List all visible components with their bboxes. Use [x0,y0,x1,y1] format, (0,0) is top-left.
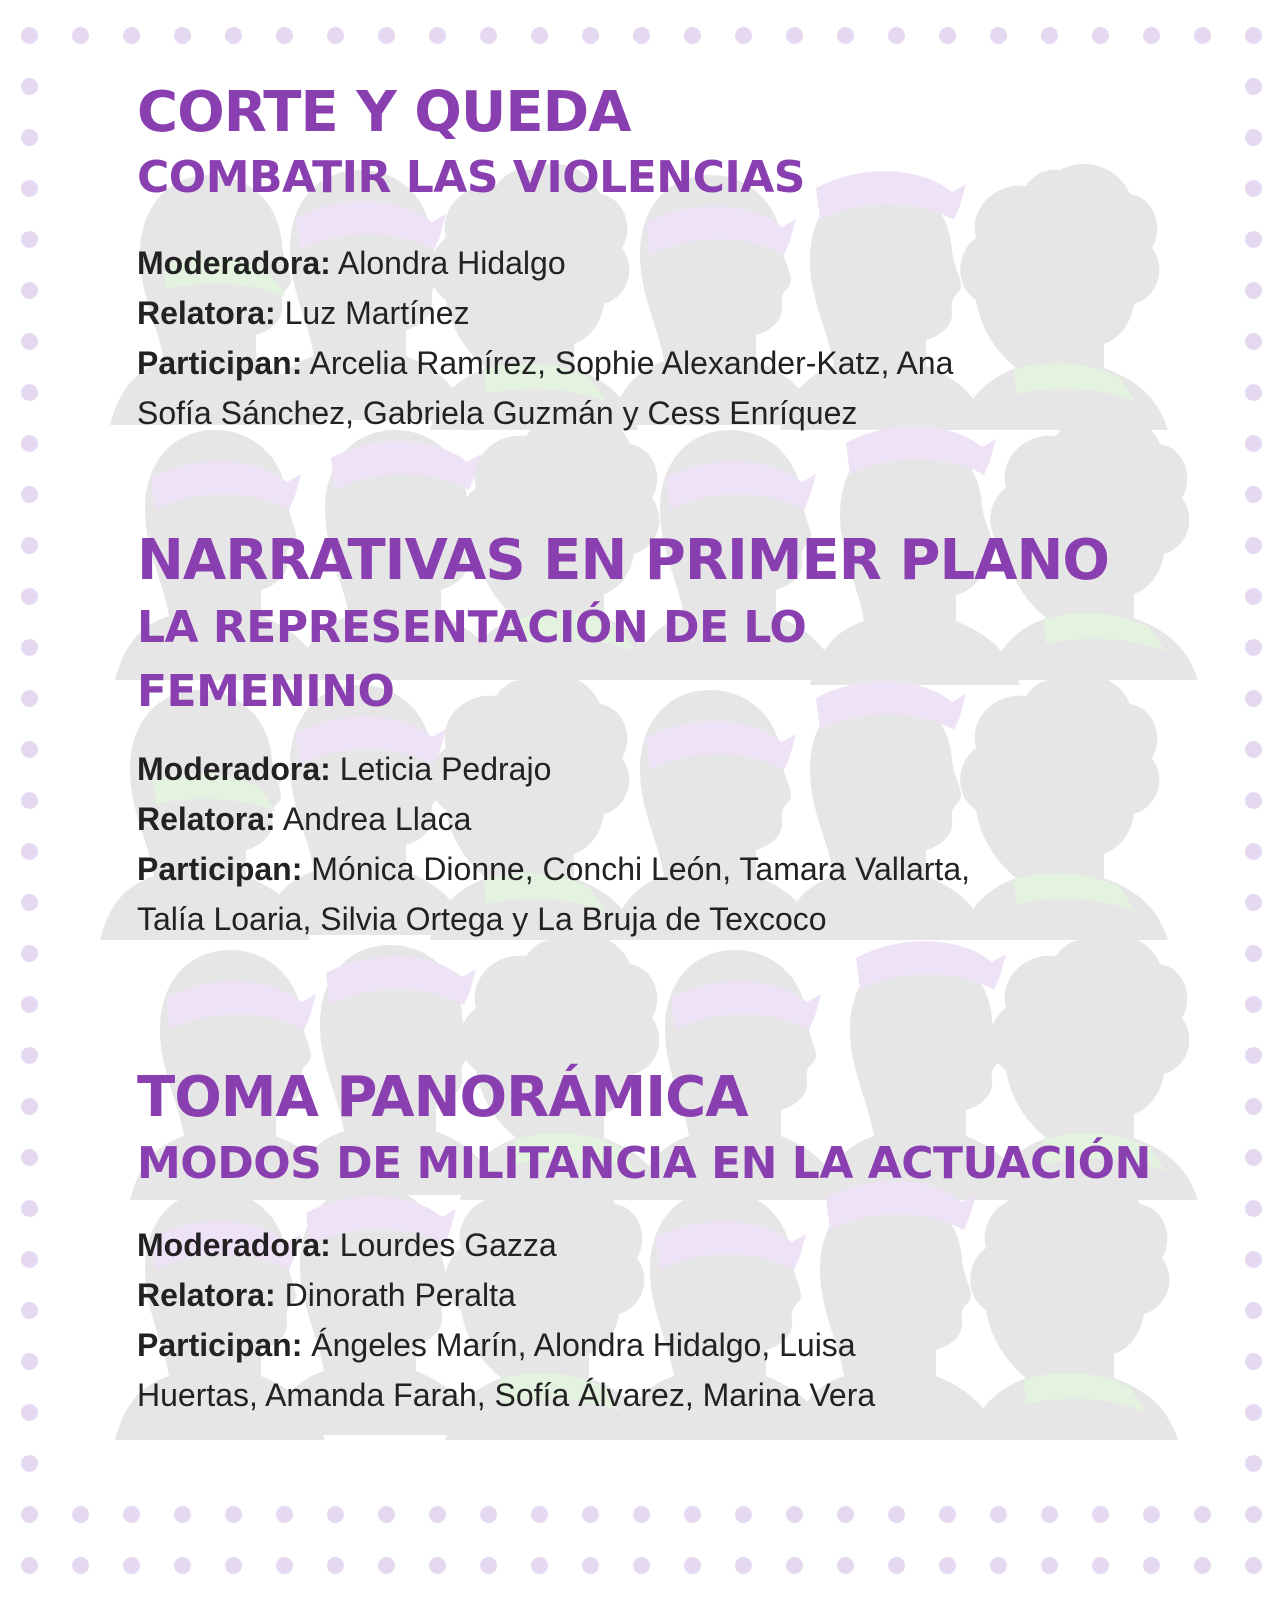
relatora-label: Relatora: [137,801,276,837]
participan-names: Arcelia Ramírez, Sophie Alexander-Katz, Ana [309,345,954,381]
session-title: TOMA PANORÁMICA [137,1065,748,1130]
moderadora-name: Leticia Pedrajo [339,751,552,787]
session-title: NARRATIVAS EN PRIMER PLANO [137,528,1109,593]
relatora-line [137,1270,1217,1320]
session-corte-y-queda [137,78,1217,438]
moderadora-label: Moderadora: [137,245,331,281]
moderadora-name: Lourdes Gazza [339,1227,557,1263]
participan-line-continued: Huertas, Amanda Farah, Sofía Álvarez, Marina Vera [137,1377,876,1413]
relatora-label: Relatora: [137,295,276,331]
participan-names: Ángeles Marín, Alondra Hidalgo, Luisa [311,1327,856,1363]
session-subtitle: MODOS DE MILITANCIA EN LA ACTUACIÓN [137,1138,1151,1189]
relatora-label: Relatora: [137,1277,276,1313]
session-title: CORTE Y QUEDA [137,80,631,145]
session-credits [137,1220,1217,1420]
relatora-name: Andrea Llaca [282,801,472,837]
session-narrativas-en-primer-plano [137,526,1217,944]
participan-label: Participan: [137,851,303,887]
session-credits [137,744,1217,944]
moderadora-line [137,238,1217,288]
participan-label: Participan: [137,1327,303,1363]
participan-line-continued: Talía Loaria, Silvia Ortega y La Bruja de Texcoco [137,901,827,937]
participan-line [137,844,1217,894]
session-subtitle: LA REPRESENTACIÓN DE LO FEMENINO [137,602,807,717]
moderadora-label: Moderadora: [137,751,331,787]
moderadora-line [137,744,1217,794]
participan-line-continued: Sofía Sánchez, Gabriela Guzmán y Cess Enríquez [137,395,858,431]
moderadora-name: Alondra Hidalgo [337,245,566,281]
relatora-name: Luz Martínez [284,295,470,331]
moderadora-line [137,1220,1217,1270]
session-toma-panoramica [137,1062,1217,1420]
session-subtitle: COMBATIR LAS VIOLENCIAS [137,152,805,203]
participan-line [137,1320,1217,1370]
relatora-line [137,794,1217,844]
participan-line [137,338,1217,388]
relatora-line [137,288,1217,338]
session-credits [137,238,1217,438]
participan-names: Mónica Dionne, Conchi León, Tamara Vallarta, [311,851,970,887]
moderadora-label: Moderadora: [137,1227,331,1263]
relatora-name: Dinorath Peralta [284,1277,516,1313]
participan-label: Participan: [137,345,303,381]
